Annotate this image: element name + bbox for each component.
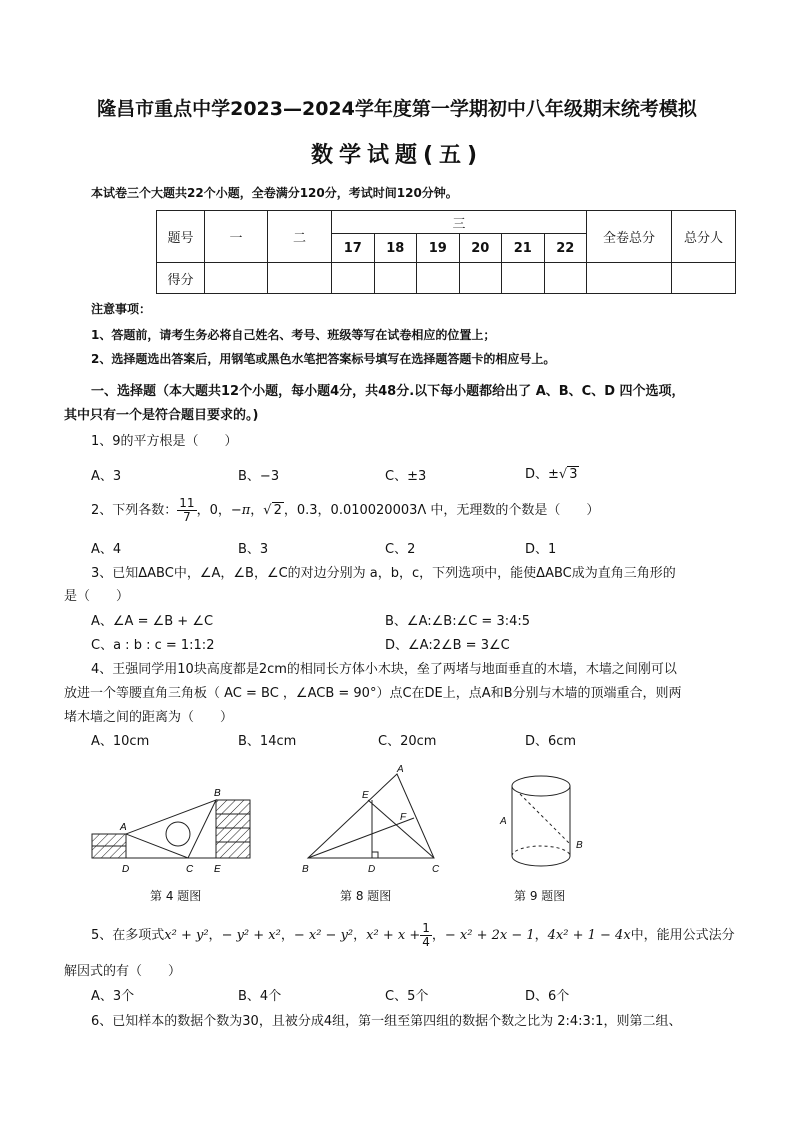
score-table-sub-20: 20	[459, 234, 502, 263]
q1-option-a: A、3	[91, 469, 122, 484]
score-table-col-1: 一	[205, 211, 268, 263]
q1-option-d: D、±√ 3	[525, 467, 578, 482]
q1-option-b: B、−3	[238, 469, 280, 484]
exam-subject-title: 数学试题(五)	[310, 143, 484, 168]
q5-stem: 5、在多项式x² + y²，− y² + x²，− x² − y²，x² + x + $\frac{1}{4}$ ，− x² + 2x − 1，4x² + 1 − 4x中，能用公式法分	[91, 921, 735, 949]
fig8-caption: 第 8 题图	[340, 889, 392, 903]
score-cell	[332, 263, 375, 294]
score-cell	[544, 263, 587, 294]
q2-option-d: D、1	[525, 542, 557, 557]
q4-option-c: C、20cm	[378, 734, 437, 749]
fig4-label-e: E	[214, 864, 221, 875]
q2-stem: 2、下列各数： $\frac{11}{7}$ ，0，−π，√ 2 ，0.3，0.010020003Λ 中，无理数的个数是（ ）	[91, 496, 600, 524]
score-cell	[374, 263, 417, 294]
score-table-label-score: 得分	[157, 263, 205, 294]
exam-intro: 本试卷三个大题共22个小题，全卷满分120分，考试时间120分钟。	[91, 186, 458, 200]
q5-option-a: A、3个	[91, 989, 135, 1004]
score-table-total: 全卷总分	[587, 211, 672, 263]
q3-option-d: D、∠A:2∠B = 3∠C	[385, 638, 510, 653]
q4-line1: 4、王强同学用10块高度都是2cm的相同长方体小木块，垒了两堵与地面垂直的木墙，木墙之间刚可以	[91, 662, 677, 677]
fig8-label-a: A	[397, 764, 404, 775]
q3-line1: 3、已知ΔABC中，∠A，∠B，∠C的对边分别为 a，b，c，下列选项中，能使ΔABC成为直角三角形的	[91, 566, 676, 581]
fig9-label-b: B	[576, 840, 583, 851]
score-table-sub-19: 19	[417, 234, 460, 263]
fig8-label-b: B	[302, 864, 309, 875]
notes-heading: 注意事项：	[91, 302, 152, 316]
score-table-scorer: 总分人	[672, 211, 736, 263]
q5-option-d: D、6个	[525, 989, 570, 1004]
q4-option-b: B、14cm	[238, 734, 297, 749]
q5-option-b: B、4个	[238, 989, 282, 1004]
note-1: 1、答题前，请考生务必将自己姓名、考号、班级等写在试卷相应的位置上；	[91, 328, 496, 342]
fig9-caption: 第 9 题图	[514, 889, 566, 903]
fig8-label-d: D	[368, 864, 376, 875]
q5-option-c: C、5个	[385, 989, 429, 1004]
fig4-diagram	[92, 788, 250, 875]
q3-option-a: A、∠A = ∠B + ∠C	[91, 614, 214, 629]
fig4-label-c: C	[186, 864, 194, 875]
score-cell	[587, 263, 672, 294]
score-table-sub-18: 18	[374, 234, 417, 263]
section1-line2: 其中只有一个是符合题目要求的。)	[64, 408, 259, 423]
q2-fraction: $\frac{11}{7}$	[179, 496, 195, 524]
q3-line2: 是（ ）	[64, 589, 130, 604]
q5-fraction: $\frac{1}{4}$	[422, 921, 430, 949]
q1-stem: 1、9的平方根是（ ）	[91, 434, 238, 449]
fig4-label-a: A	[120, 822, 127, 833]
score-table-sub-21: 21	[502, 234, 545, 263]
fig4-caption: 第 4 题图	[150, 889, 202, 903]
score-cell	[502, 263, 545, 294]
figures-row	[80, 760, 720, 885]
q4-line3: 堵木墙之间的距离为（ ）	[64, 710, 234, 725]
fig8-diagram	[302, 764, 440, 875]
q2-option-c: C、2	[385, 542, 416, 557]
score-cell	[672, 263, 736, 294]
q6-line1: 6、已知样本的数据个数为30，且被分成4组，第一组至第四组的数据个数之比为 2:4:3:1，则第二组、	[91, 1014, 682, 1029]
note-2: 2、选择题选出答案后，用钢笔或黑色水笔把答案标号填写在选择题答题卡的相应号上。	[91, 352, 556, 366]
fig4-label-d: D	[122, 864, 130, 875]
fig4-label-b: B	[214, 788, 221, 799]
q1-option-c: C、±3	[385, 469, 427, 484]
score-cell	[268, 263, 332, 294]
q4-option-a: A、10cm	[91, 734, 150, 749]
score-table-sub-22: 22	[544, 234, 587, 263]
q4-line2: 放进一个等腰直角三角板（ AC = BC ，∠ACB = 90°）点C在DE上，点A和B分别与木墙的顶端重合，则两	[64, 686, 682, 701]
section1-line1: 一、选择题（本大题共12个小题，每小题4分，共48分.以下每小题都给出了 A、B、C、D 四个选项，	[91, 384, 685, 399]
score-table-label-question: 题号	[157, 211, 205, 263]
score-cell	[205, 263, 268, 294]
score-cell	[459, 263, 502, 294]
q2-option-a: A、4	[91, 542, 122, 557]
exam-school-title: 隆昌市重点中学2023—2024学年度第一学期初中八年级期末统考模拟	[97, 98, 697, 120]
fig8-label-e: E	[362, 790, 369, 801]
score-table-col-2: 二	[268, 211, 332, 263]
fig9-label-a: A	[500, 816, 507, 827]
fig8-label-c: C	[432, 864, 440, 875]
q4-option-d: D、6cm	[525, 734, 577, 749]
score-table-sub-17: 17	[332, 234, 375, 263]
q2-option-b: B、3	[238, 542, 269, 557]
score-table	[156, 210, 736, 294]
score-table-col-3: 三	[332, 211, 587, 234]
fig9-diagram	[499, 776, 583, 866]
score-cell	[417, 263, 460, 294]
q3-option-c: C、a : b : c = 1:1:2	[91, 638, 215, 653]
q3-option-b: B、∠A:∠B:∠C = 3:4:5	[385, 614, 531, 629]
fig8-label-f: F	[400, 812, 407, 823]
q5-line2: 解因式的有（ ）	[64, 964, 182, 979]
